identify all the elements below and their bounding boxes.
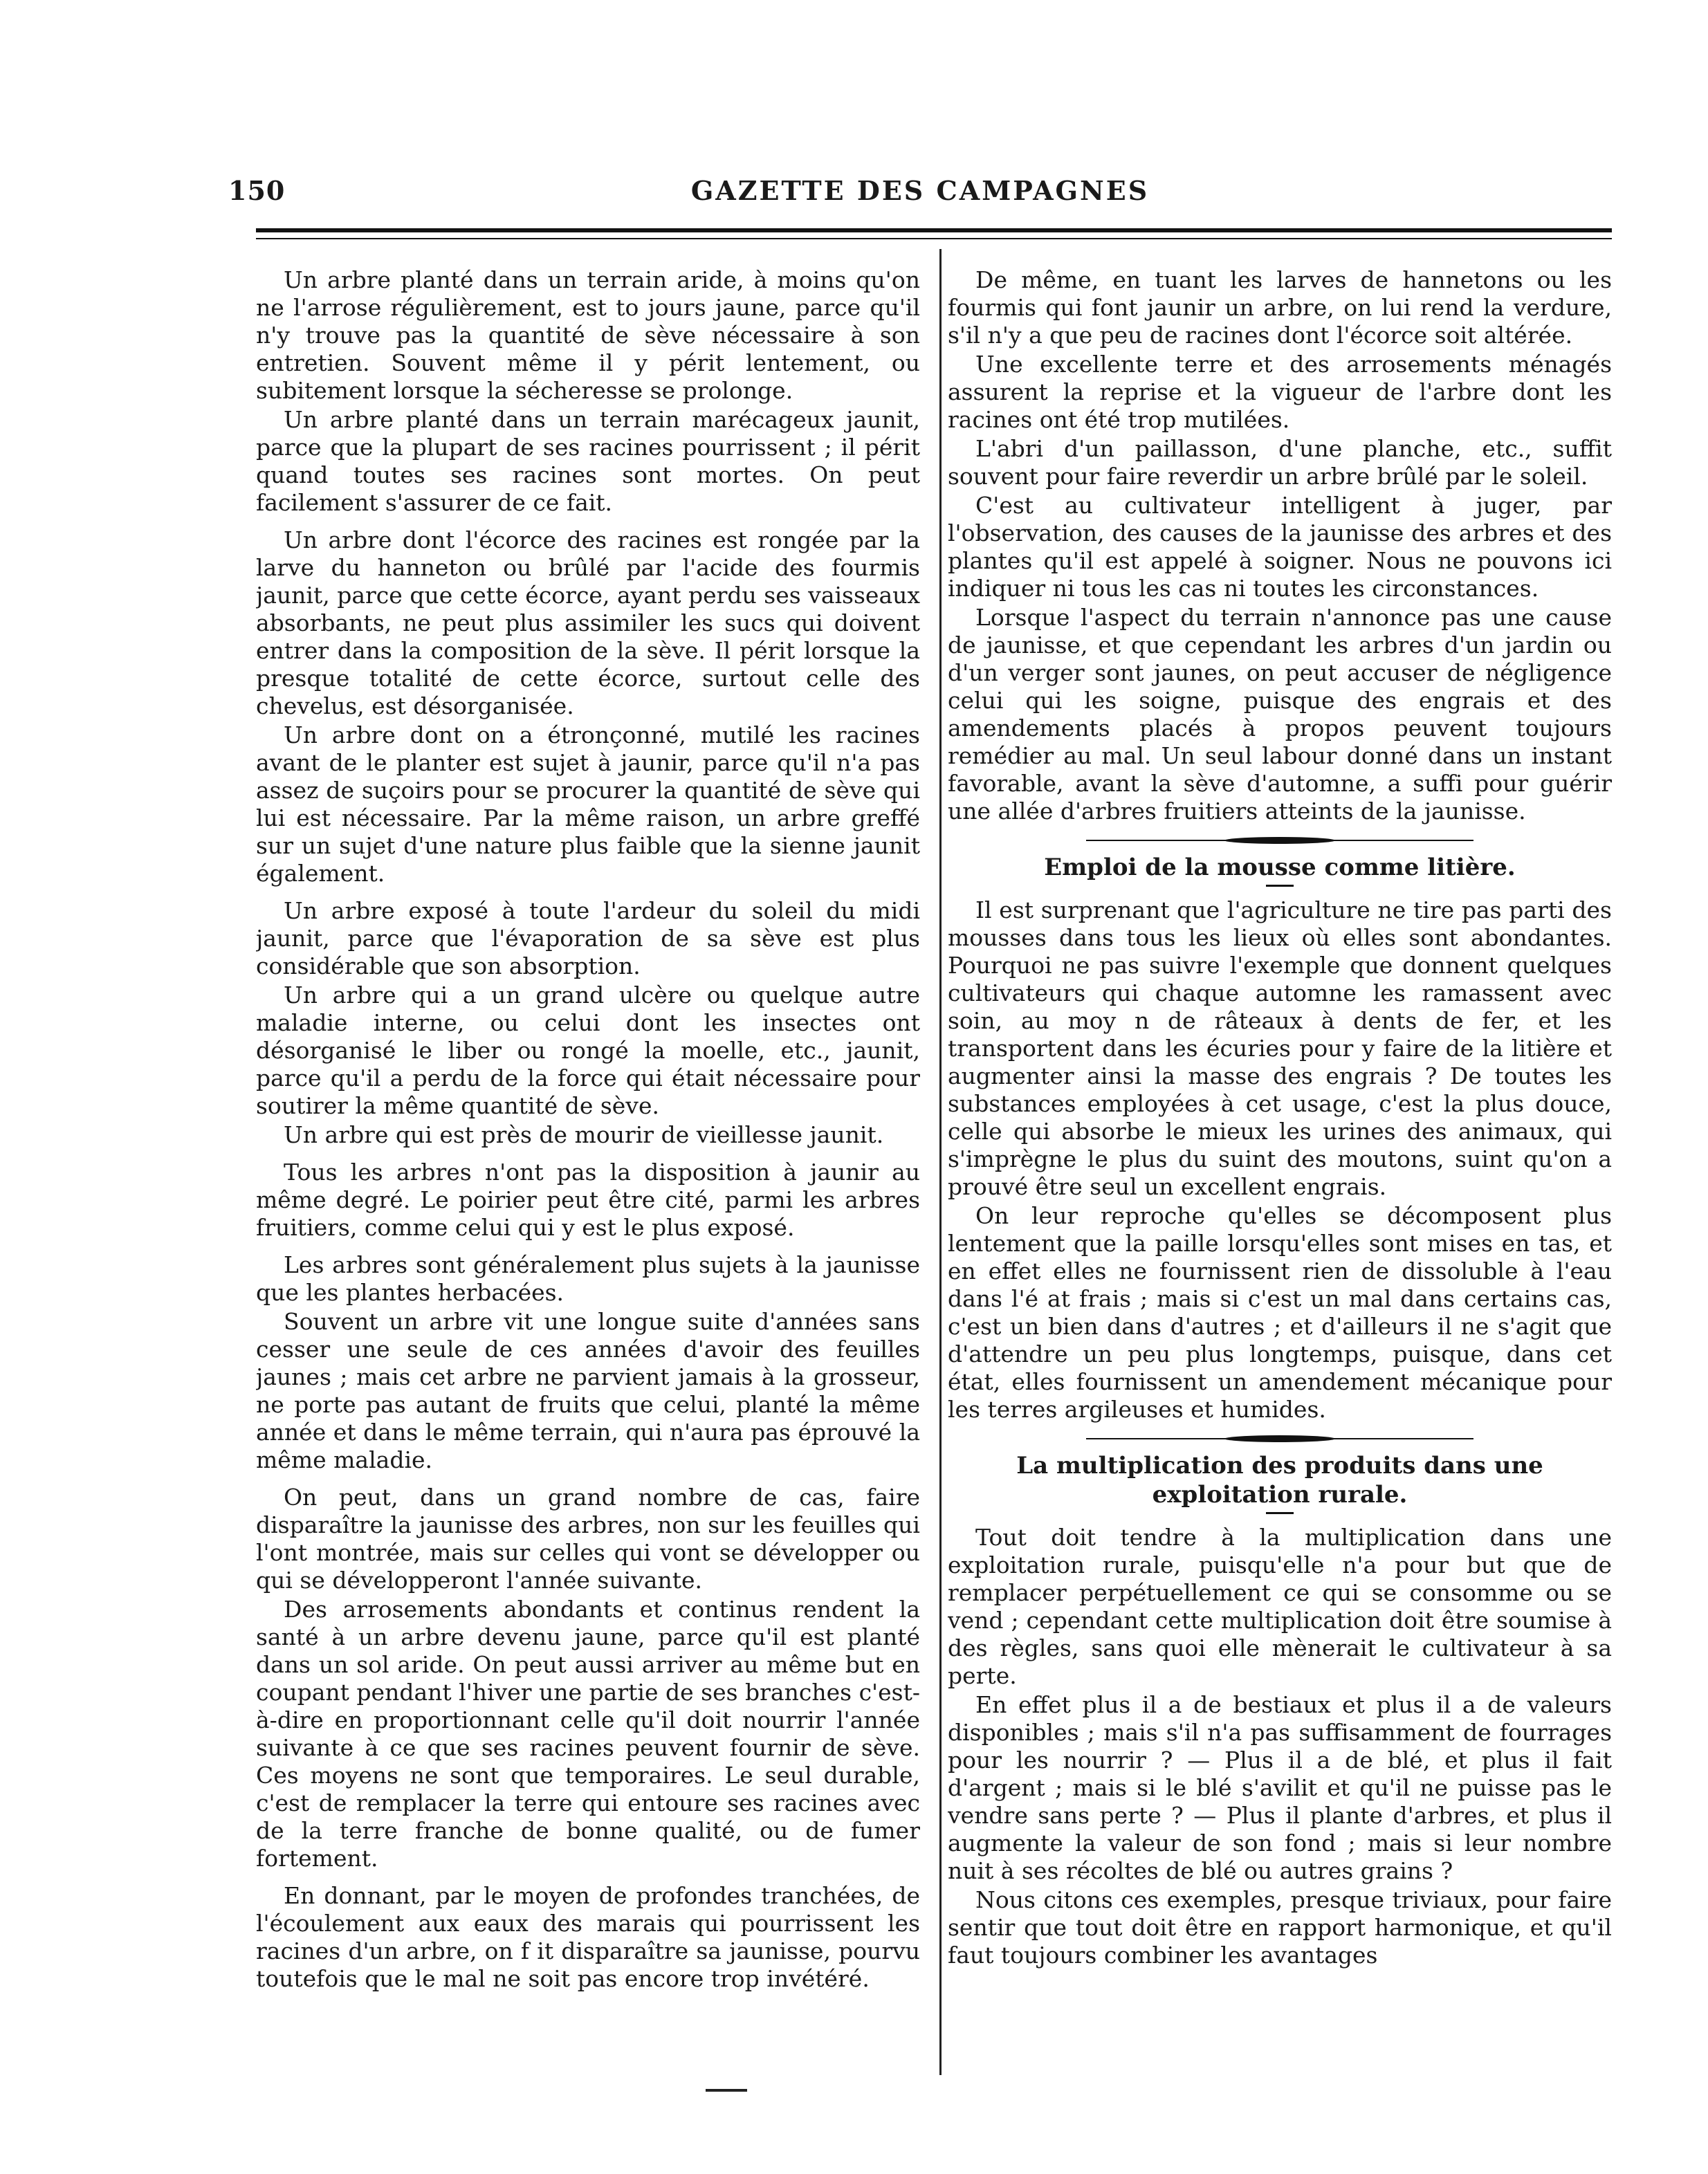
paragraph: De même, en tuant les larves de hannetons ou les fourmis qui font jaunir un arbre, on lui rend la verdure, s'il n'y a que peu de racines dont l'écorce soit altérée.	[948, 266, 1612, 349]
paragraph: Tous les arbres n'ont pas la disposition à jaunir au même degré. Le poirier peut être cité, parmi les arbres fruitiers, comme celui qui y est le plus exposé.	[256, 1159, 920, 1241]
paragraph: Un arbre planté dans un terrain marécageux jaunit, parce que la plupart de ses racines pourrissent ; il périt quand toutes ses racines sont mortes. On peut facilement s'assurer de ce fait.	[256, 406, 920, 516]
header-rule-thick	[256, 228, 1612, 232]
paragraph: Un arbre planté dans un terrain aride, à moins qu'on ne l'arrose régulièrement, est to jours jaune, parce qu'il n'y trouve pas la quantité de sève nécessaire à son entretien. Souvent même il y périt lentement, ou subitement lorsque la sécheresse se prolonge.	[256, 266, 920, 404]
left-column	[256, 266, 920, 2051]
paragraph: Une excellente terre et des arrosements ménagés assurent la reprise et la vigueur de l'arbre dont les racines ont été trop mutilées.	[948, 351, 1612, 433]
paragraph: Tout doit tendre à la multiplication dans une exploitation rurale, puisqu'elle n'a pour but que de remplacer perpétuellement ce qui se consomme ou se vend ; cependant cette multiplication doit être soumise à des règles, sans quoi elle mènerait le cultivateur à sa perte.	[948, 1524, 1612, 1689]
paragraph: Un arbre qui est près de mourir de vieillesse jaunit.	[284, 1121, 884, 1148]
paragraph: Les arbres sont généralement plus sujets à la jaunisse que les plantes herbacées.	[256, 1251, 920, 1306]
paragraph: Nous citons ces exemples, presque triviaux, pour faire sentir que tout doit être en rapport harmonique, et qu'il faut toujours combiner les avantages	[948, 1886, 1612, 1969]
paragraph: On leur reproche qu'elles se décomposent plus lentement que la paille lorsqu'elles sont mises en tas, et en effet elles ne fournissent rien de dissoluble à l'eau dans l'é at frais ; mais si c'est un mal dans certains cas, c'est un bien dans d'autres ; et d'ailleurs il ne s'agit que d'attendre un peu plus longtemps, puisque, dans cet état, elles fournissent un amendement mécanique pour les terres argileuses et humides.	[948, 1202, 1612, 1423]
paragraph: C'est au cultivateur intelligent à juger, par l'observation, des causes de la jaunisse des arbres et des plantes qu'il est appelé à soigner. Nous ne pouvons ici indiquer ni tous les cas ni toutes les circonstances.	[948, 492, 1612, 602]
section-heading: La multiplication des produits dans une exploitation rurale.	[1016, 1452, 1543, 1509]
paragraph: Il est surprenant que l'agriculture ne tire pas parti des mousses dans tous les lieux où elles sont abondantes. Pourquoi ne pas suivre l'exemple que donnent quelques cultivateurs qui chaque automne les ramassent avec soin, au moy n de râteaux à dents de fer, et les transportent dans les écuries pour y faire de la litière et augmenter ainsi la masse des engrais ? De toutes les substances employées à cet usage, c'est la plus douce, celle qui absorbe le mieux les urines des animaux, qui s'imprègne le plus du suint des moutons, suint qu'on a prouvé être seul un excellent engrais.	[948, 896, 1612, 1200]
column-divider	[939, 249, 942, 2075]
paragraph: Un arbre exposé à toute l'ardeur du soleil du midi jaunit, parce que l'évaporation de sa sève est plus considérable que son absorption.	[256, 897, 920, 979]
section-separator-ornament	[1086, 832, 1473, 849]
right-column	[948, 266, 1612, 2051]
paragraph: En donnant, par le moyen de profondes tranchées, de l'écoulement aux eaux des marais qui pourrissent les racines d'un arbre, on f it disparaître sa jaunisse, pourvu toutefois que le mal ne soit pas encore trop invétéré.	[256, 1882, 920, 1992]
paragraph: Souvent un arbre vit une longue suite d'années sans cesser une seule de ces années d'avoir des feuilles jaunes ; mais cet arbre ne parvient jamais à la grosseur, ne porte pas autant de fruits que celui, planté la même année et dans le même terrain, qui n'aura pas éprouvé la même maladie.	[256, 1308, 920, 1473]
section-heading: Emploi de la mousse comme litière.	[1044, 854, 1516, 881]
header-rule-thin	[256, 238, 1612, 239]
paragraph: Un arbre dont l'écorce des racines est rongée par la larve du hanneton ou brûlé par l'acide des fourmis jaunit, parce que cette écorce, ayant perdu ses vaisseaux absorbants, ne peut plus assimiler les sucs qui doivent entrer dans la composition de la sève. Il périt lorsque la presque totalité de cette écorce, surtout celle des chevelus, est désorganisée.	[256, 526, 920, 719]
paragraph: Lorsque l'aspect du terrain n'annonce pas une cause de jaunisse, et que cependant les arbres d'un jardin ou d'un verger sont jaunes, on peut accuser de négligence celui qui les soigne, puisque des engrais et des amendements placés à propos peuvent toujours remédier au mal. Un seul labour donné dans un instant favorable, avant la sève d'automne, a suffi pour guérir une allée d'arbres fruitiers atteints de la jaunisse.	[948, 604, 1612, 825]
paragraph: En effet plus il a de bestiaux et plus il a de valeurs disponibles ; mais s'il n'a pas suffisamment de fourrages pour les nourrir ? — Plus il a de blé, et plus il fait d'argent ; mais si le blé s'avilit et qu'il ne puisse pas le vendre sans perte ? — Plus il plante d'arbres, et plus il augmente la valeur de son fond ; mais si leur nombre nuit à ses récoltes de blé ou autres grains ?	[948, 1691, 1612, 1884]
page-number: 150	[228, 174, 286, 206]
heading-dash	[1266, 1512, 1294, 1514]
page-header	[228, 166, 1612, 214]
paragraph: Un arbre dont on a étronçonné, mutilé les racines avant de le planter est sujet à jaunir, parce qu'il n'a pas assez de suçoirs pour se procurer la quantité de sève qui lui est nécessaire. Par la même raison, un arbre greffé sur un sujet d'une nature plus faible que la sienne jaunit également.	[256, 721, 920, 887]
running-title: GAZETTE DES CAMPAGNES	[690, 174, 1150, 206]
section-separator-ornament	[1086, 1430, 1473, 1447]
paragraph: On peut, dans un grand nombre de cas, faire disparaître la jaunisse des arbres, non sur les feuilles qui l'ont montrée, mais sur celles qui vont se développer ou qui se développeront l'année suivante.	[256, 1484, 920, 1594]
paragraph: Un arbre qui a un grand ulcère ou quelque autre maladie interne, ou celui dont les insectes ont désorganisé le liber ou rongé la moelle, etc., jaunit, parce qu'il a perdu de la force qui était nécessaire pour soutirer la même quantité de sève.	[256, 982, 920, 1119]
paragraph: Des arrosements abondants et continus rendent la santé à un arbre devenu jaune, parce qu'il est planté dans un sol aride. On peut aussi arriver au même but en coupant pendant l'hiver une partie de ses branches c'est-à-dire en proportionnant celle qu'il doit nourrir l'année suivante à ce que ses racines peuvent fournir de sève. Ces moyens ne sont que temporaires. Le seul durable, c'est de remplacer la terre qui entoure ses racines avec de la terre franche de bonne qualité, ou de fumer fortement.	[256, 1596, 920, 1872]
paragraph: L'abri d'un paillasson, d'une planche, etc., suffit souvent pour faire reverdir un arbre brûlé par le soleil.	[948, 435, 1612, 490]
footer-dash	[706, 2089, 747, 2092]
heading-dash	[1266, 885, 1294, 887]
